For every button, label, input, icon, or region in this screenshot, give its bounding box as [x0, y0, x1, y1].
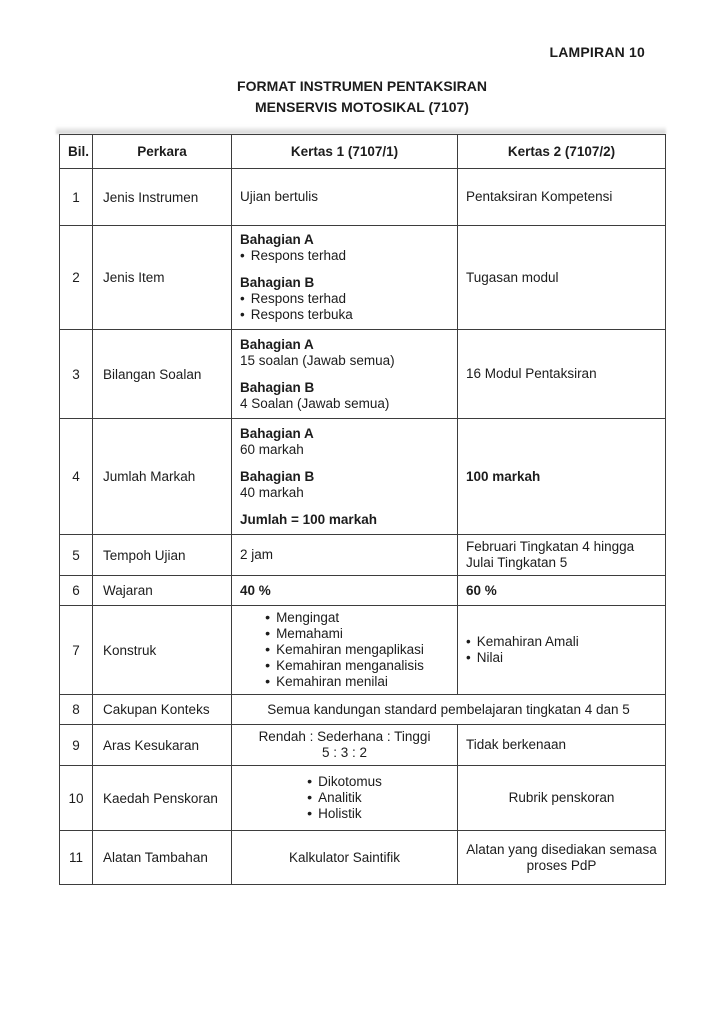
- bullet-text: Nilai: [476, 650, 503, 665]
- cell-content: [466, 270, 657, 286]
- bullet-item: [466, 634, 657, 650]
- table-row: [60, 695, 666, 725]
- bullet-icon: •: [265, 626, 271, 642]
- text-line: Jumlah = 100 markah: [240, 511, 377, 527]
- text-line: Tidak berkenaan: [466, 737, 567, 752]
- table-row: [60, 330, 666, 419]
- kertas1-cell: [232, 226, 458, 330]
- table-row: [60, 766, 666, 831]
- table-row: [60, 576, 666, 606]
- bullet-icon: •: [240, 307, 245, 322]
- corner-label: LAMPIRAN 10: [549, 44, 645, 60]
- text-line: Bahagian A: [240, 425, 314, 441]
- table-row: [60, 419, 666, 535]
- cell-content: [466, 737, 657, 753]
- cell-content: [466, 842, 657, 874]
- text-line: Semua kandungan standard pembelajaran tingkatan 4 dan 5: [267, 701, 630, 717]
- text-line: Ujian bertulis: [240, 189, 319, 204]
- kertas1-cell: [232, 831, 458, 885]
- cell-content: [240, 232, 449, 323]
- table-header-row: [60, 135, 666, 169]
- bullet-icon: •: [307, 806, 313, 822]
- kertas1-cell: [232, 169, 458, 226]
- row-number-cell: 7: [60, 606, 93, 695]
- text-line: 4 Soalan (Jawab semua): [240, 395, 390, 411]
- bullet-item: [265, 610, 424, 626]
- bullet-item: [265, 626, 424, 642]
- bullet-text: Respons terbuka: [250, 307, 353, 322]
- cell-content: [307, 774, 382, 822]
- bullet-item: [240, 248, 449, 264]
- table-row: [60, 226, 666, 330]
- text-line: 60 %: [466, 582, 497, 598]
- perkara-cell: Konstruk: [93, 606, 232, 695]
- kertas1-cell: [232, 419, 458, 535]
- table-row: [60, 535, 666, 576]
- cell-content: [240, 547, 449, 563]
- text-line: Alatan yang disediakan semasa: [466, 841, 657, 857]
- perkara-cell: Kaedah Penskoran: [93, 766, 232, 831]
- header-kertas-1: Kertas 1 (7107/1): [232, 135, 458, 169]
- bullet-text: Kemahiran mengaplikasi: [276, 642, 424, 657]
- perkara-cell: Aras Kesukaran: [93, 725, 232, 766]
- bullet-text: Kemahiran menganalisis: [276, 658, 424, 673]
- cell-content: [240, 583, 449, 599]
- row-number-cell: 3: [60, 330, 93, 419]
- text-line: 5 : 3 : 2: [321, 745, 368, 760]
- header-kertas-2: Kertas 2 (7107/2): [458, 135, 666, 169]
- kertas2-cell: [458, 576, 666, 606]
- perkara-cell: Jenis Item: [93, 226, 232, 330]
- text-line: 40 %: [240, 582, 271, 598]
- cell-content: [240, 189, 449, 205]
- scan-artifact: [56, 126, 666, 134]
- text-line: 100 markah: [466, 468, 541, 484]
- bullet-item: [240, 291, 449, 307]
- perkara-cell: Cakupan Konteks: [93, 695, 232, 725]
- text-line: Februari Tingkatan 4 hingga: [466, 539, 635, 554]
- line-gap: [240, 369, 449, 380]
- kertas1-cell: [232, 725, 458, 766]
- bullet-item: [466, 650, 657, 666]
- bullet-item: [307, 774, 382, 790]
- table-row: [60, 831, 666, 885]
- perkara-cell: Jumlah Markah: [93, 419, 232, 535]
- cell-content: [466, 469, 657, 485]
- text-line: Bahagian B: [240, 275, 315, 290]
- cell-content: [240, 426, 449, 528]
- bullet-icon: •: [307, 774, 313, 790]
- row-number-cell: 10: [60, 766, 93, 831]
- bullet-icon: •: [466, 650, 471, 665]
- bullet-text: Kemahiran menilai: [276, 674, 388, 689]
- text-line: Tugasan modul: [466, 269, 559, 285]
- bullet-icon: •: [240, 291, 245, 306]
- format-table: [59, 134, 666, 885]
- text-line: 60 markah: [240, 441, 304, 457]
- perkara-cell: Tempoh Ujian: [93, 535, 232, 576]
- text-line: 2 jam: [240, 547, 274, 562]
- text-line: 40 markah: [240, 484, 304, 500]
- cell-content: [466, 634, 657, 666]
- kertas2-cell: [458, 169, 666, 226]
- cell-content: [265, 610, 424, 690]
- text-line: Rubrik penskoran: [508, 790, 615, 806]
- perkara-cell: Alatan Tambahan: [93, 831, 232, 885]
- row-number-cell: 1: [60, 169, 93, 226]
- line-gap: [240, 264, 449, 275]
- bullet-icon: •: [466, 634, 471, 649]
- text-line: Julai Tingkatan 5: [466, 555, 568, 570]
- kertas1-cell: [232, 330, 458, 419]
- kertas2-cell: [458, 535, 666, 576]
- perkara-cell: Jenis Instrumen: [93, 169, 232, 226]
- document-title-line-1: FORMAT INSTRUMEN PENTAKSIRAN: [237, 78, 487, 94]
- bullet-icon: •: [265, 674, 271, 690]
- bullet-text: Analitik: [318, 790, 362, 805]
- bullet-icon: •: [265, 658, 271, 674]
- kertas2-cell: [458, 330, 666, 419]
- row-number-cell: 8: [60, 695, 93, 725]
- cell-content: [267, 702, 630, 718]
- cell-content: [289, 850, 400, 866]
- table-row: [60, 725, 666, 766]
- bullet-item: [265, 642, 424, 658]
- table-row: [60, 169, 666, 226]
- line-gap: [240, 458, 449, 469]
- bullet-item: [240, 307, 449, 323]
- row-number-cell: 5: [60, 535, 93, 576]
- text-line: Bahagian A: [240, 232, 314, 247]
- bullet-text: Respons terhad: [250, 248, 347, 263]
- text-line: Rendah : Sederhana : Tinggi: [258, 729, 431, 744]
- cell-content: [509, 790, 615, 806]
- bullet-icon: •: [265, 642, 271, 658]
- text-line: Bahagian B: [240, 468, 315, 484]
- header-bil: Bil.: [60, 135, 93, 169]
- row-number-cell: 6: [60, 576, 93, 606]
- perkara-cell: Wajaran: [93, 576, 232, 606]
- text-line: proses PdP: [526, 857, 597, 873]
- bullet-item: [307, 790, 382, 806]
- cell-content: [466, 583, 657, 599]
- bullet-icon: •: [240, 248, 245, 263]
- kertas2-cell: [458, 831, 666, 885]
- row-number-cell: 2: [60, 226, 93, 330]
- kertas2-cell: [458, 725, 666, 766]
- text-line: 16 Modul Pentaksiran: [466, 366, 597, 381]
- cell-content: [240, 337, 449, 412]
- bullet-text: Holistik: [318, 806, 362, 821]
- row-number-cell: 9: [60, 725, 93, 766]
- bullet-text: Mengingat: [276, 610, 340, 625]
- document-title: [0, 76, 724, 118]
- text-line: Bahagian B: [240, 379, 315, 395]
- cell-content: [466, 189, 657, 205]
- bullet-text: Memahami: [276, 626, 343, 641]
- perkara-cell: Bilangan Soalan: [93, 330, 232, 419]
- kertas1-cell: [232, 606, 458, 695]
- kertas2-cell: [458, 226, 666, 330]
- row-number-cell: 11: [60, 831, 93, 885]
- merged-cell: [232, 695, 666, 725]
- line-gap: [240, 501, 449, 512]
- text-line: Bahagian A: [240, 336, 314, 352]
- bullet-item: [265, 674, 424, 690]
- row-number-cell: 4: [60, 419, 93, 535]
- bullet-text: Kemahiran Amali: [476, 634, 579, 649]
- document-title-line-2: MENSERVIS MOTOSIKAL (7107): [255, 99, 469, 115]
- bullet-item: [265, 658, 424, 674]
- cell-content: [466, 539, 657, 571]
- cell-content: [259, 729, 431, 761]
- kertas2-cell: [458, 419, 666, 535]
- kertas1-cell: [232, 576, 458, 606]
- table-row: [60, 606, 666, 695]
- kertas1-cell: [232, 766, 458, 831]
- text-line: 15 soalan (Jawab semua): [240, 352, 395, 368]
- cell-content: [466, 366, 657, 382]
- bullet-icon: •: [265, 610, 271, 626]
- kertas1-cell: [232, 535, 458, 576]
- text-line: Kalkulator Saintifik: [288, 849, 401, 865]
- bullet-text: Dikotomus: [318, 774, 382, 789]
- kertas2-cell: [458, 606, 666, 695]
- kertas2-cell: [458, 766, 666, 831]
- bullet-text: Respons terhad: [250, 291, 347, 306]
- bullet-icon: •: [307, 790, 313, 806]
- text-line: Pentaksiran Kompetensi: [466, 189, 613, 204]
- header-perkara: Perkara: [93, 135, 232, 169]
- bullet-item: [307, 806, 382, 822]
